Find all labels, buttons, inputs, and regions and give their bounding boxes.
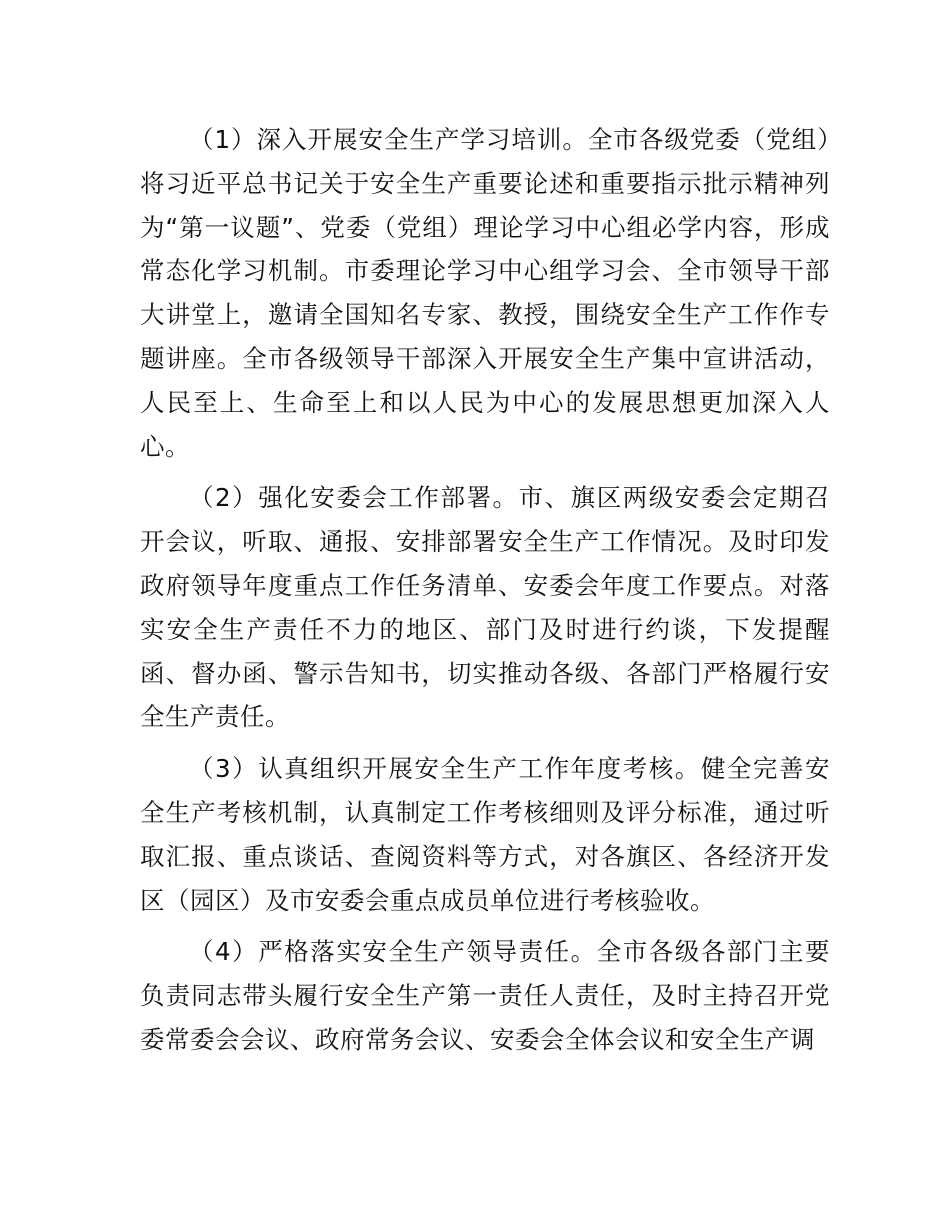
document-body — [140, 118, 830, 1070]
paragraph-3: （3）认真组织开展安全生产工作年度考核。健全完善安全生产考核机制，认真制定工作考核细则及评分标准，通过听取汇报、重点谈话、查阅资料等方式，对各旗区、各经济开发区（园区）及市安委会重点成员单位进行考核验收。 — [140, 754, 830, 915]
paragraph-4: （4）严格落实安全生产领导责任。全市各级各部门主要负责同志带头履行安全生产第一责任人责任，及时主持召开党委常委会会议、政府常务会议、安委会全体会议和安全生产调 — [140, 937, 830, 1054]
paragraph-2: （2）强化安委会工作部署。市、旗区两级安委会定期召开会议，听取、通报、安排部署安全生产工作情况。及时印发政府领导年度重点工作任务清单、安委会年度工作要点。对落实安全生产责任不力的地区、部门及时进行约谈，下发提醒函、督办函、警示告知书，切实推动各级、各部门严格履行安全生产责任。 — [140, 483, 830, 732]
paragraph-1: （1）深入开展安全生产学习培训。全市各级党委（党组）将习近平总书记关于安全生产重要论述和重要指示批示精神列为“第一议题”、党委（党组）理论学习中心组必学内容，形成常态化学习机制。市委理论学习中心组学习会、全市领导干部大讲堂上，邀请全国知名专家、教授，围绕安全生产工作作专题讲座。全市各级领导干部深入开展安全生产集中宣讲活动，人民至上、生命至上和以人民为中心的发展思想更加深入人心。 — [140, 125, 830, 461]
